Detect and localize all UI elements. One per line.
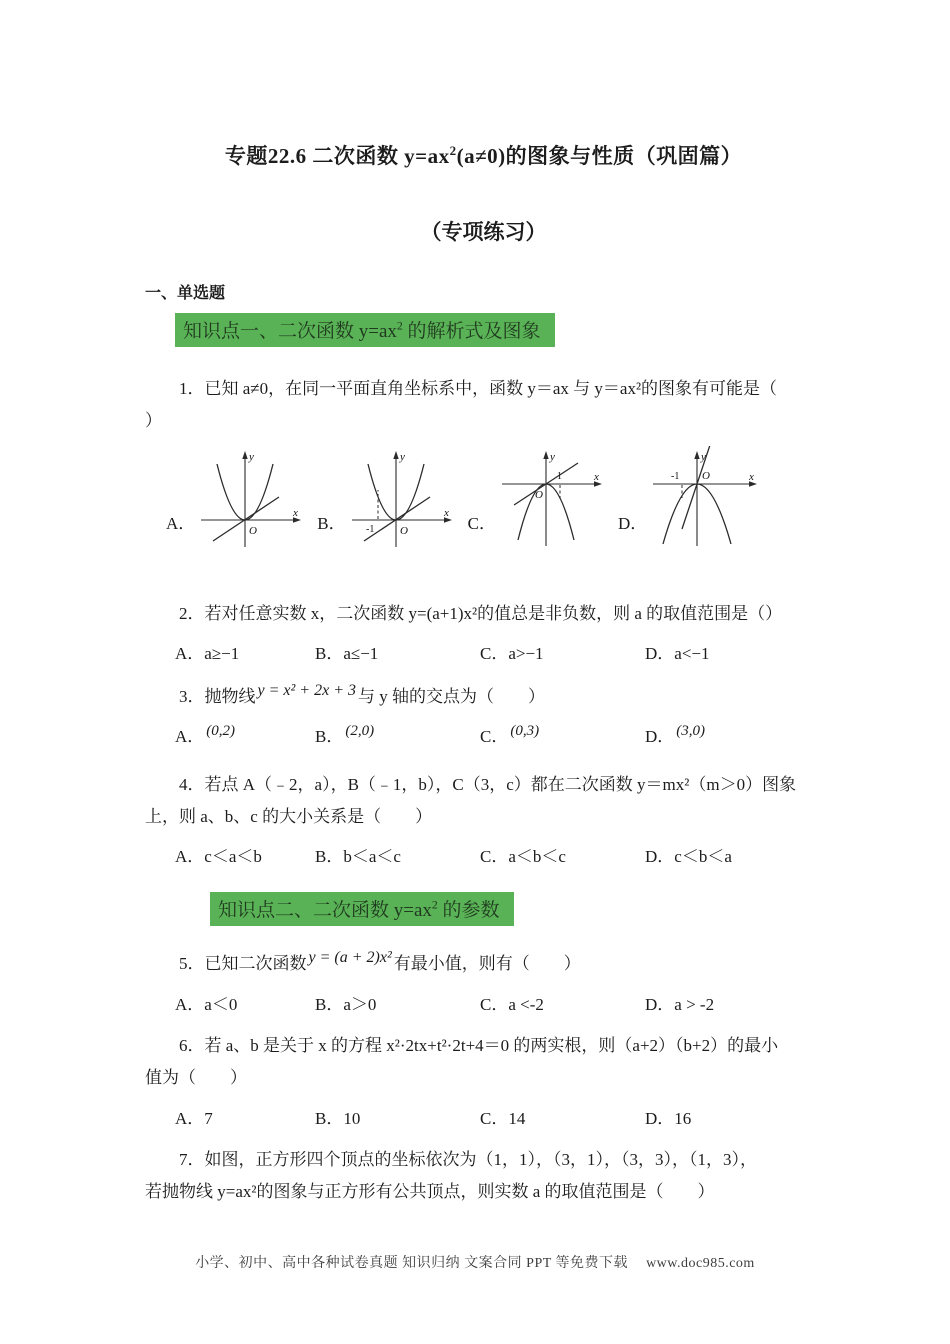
page-subtitle: （专项练习） [420,220,547,244]
question-5-options [145,991,822,1018]
kp2-text: 知识点二、二次函数 y=ax [218,900,432,922]
graph-d [649,446,761,550]
q6-option-d: D．16 [645,1108,692,1128]
q4-option-b: B．b＜a＜c [315,847,401,867]
question-1-graph-options [160,446,822,550]
graph-c-origin-label: O [534,488,543,501]
graph-b [348,446,456,550]
title-text: 专题22.6 二次函数 y=ax [224,144,450,168]
kp1-superscript: 2 [396,319,403,333]
graph-d-x-label: x [749,470,755,483]
question-6-options [145,1105,822,1132]
q3-option-c-label: C． [480,727,509,747]
q5-option-b: B．a＞0 [315,994,377,1014]
question-1-text-close: ） [145,411,162,431]
q3-option-c [480,723,645,750]
q5-option-c: C．a <-2 [480,994,544,1014]
q6-option-c: C．14 [480,1108,526,1128]
kp1-text-tail: 的解析式及图象 [402,321,541,342]
question-2-text: 2．若对任意实数 x，二次函数 y=(a+1)x²的值总是非负数，则 a 的取值范围是（） [179,603,783,623]
q5-option-a: A．a＜0 [175,994,238,1014]
q3-option-b-value: (2,0) [345,723,375,740]
graph-a-y-label: y [249,450,255,463]
q3-option-c-value: (0,3) [510,723,540,740]
graph-c-x-label: x [593,470,599,483]
graph-a [197,446,305,550]
knowledge-point-2-row [145,892,822,926]
question-4-text-line1: 4．若点 A（﹣2，a），B（﹣1，b），C（3，c）都在二次函数 y＝mx²（m＞0）图象 [179,774,797,794]
knowledge-point-1-highlight [175,313,555,347]
graph-b-origin-label: O [399,524,408,537]
question-5-text [145,948,822,980]
q4-option-a: A．c＜a＜b [175,847,262,867]
graph-b-x-label: x [443,506,449,519]
q2-option-b: B．a≤−1 [315,643,379,663]
graph-d-origin-label: O [702,469,711,482]
q3-formula: y = x² + 2x + 3 [257,682,356,700]
option-label-c: C． [467,513,496,533]
section-heading: 一、单选题 [145,285,226,302]
kp2-text-tail: 的参数 [437,900,500,922]
question-3-options [145,723,822,750]
question-6-text-line1: 6．若 a、b 是关于 x 的方程 x²·2tx+t²·2t+4＝0 的两实根，则（a+2）（b+2）的最小 [179,1036,779,1056]
q3-option-a-label: A． [175,727,205,747]
question-3-text [145,681,822,713]
question-2-options [145,640,822,667]
q3-option-d-value: (3,0) [676,723,706,740]
q3-text-pre: 3．抛物线 [179,687,256,707]
q2-option-a: A．a≥−1 [175,643,240,663]
question-7-text-line1: 7．如图，正方形四个顶点的坐标依次为（1，1），（3，1），（3，3），（1，3）， [179,1149,757,1169]
q2-option-d: D．a<−1 [645,643,710,663]
kp2-superscript: 2 [431,899,438,913]
graph-b-neg1-label: -1 [365,523,374,535]
q3-option-b [315,723,480,750]
knowledge-point-1-row [145,313,822,347]
title-text-tail: (a≠0)的图象与性质（巩固篇） [456,144,743,168]
q3-option-a [175,723,315,750]
graph-a-origin-label: O [249,524,258,537]
q5-text-post: 有最小值，则有（ ） [393,954,581,974]
option-label-b: B． [317,513,346,533]
graph-c [498,446,606,550]
q5-option-d: D．a > -2 [645,994,715,1014]
q6-option-b: B．10 [315,1108,361,1128]
q3-option-a-value: (0,2) [206,723,236,740]
title-superscript: 2 [449,143,457,158]
graph-option-d [612,446,761,550]
page-footer [0,1252,950,1272]
graph-d-neg1-label: -1 [671,470,680,482]
graph-option-a [160,446,305,550]
graph-a-x-label: x [293,506,299,519]
graph-b-y-label: y [399,450,405,463]
graph-d-y-label: y [701,450,707,463]
q4-option-c: C．a＜b＜c [480,847,566,867]
graph-c-y-label: y [549,450,555,463]
option-label-d: D． [617,513,648,533]
page-title [145,140,822,170]
graph-c-pos1-label: 1 [556,470,562,482]
question-1-text: 1．已知 a≠0，在同一平面直角坐标系中，函数 y＝ax 与 y＝ax²的图象有可能是（ [179,379,778,398]
question-7-text-line2: 若抛物线 y=ax²的图象与正方形有公共顶点，则实数 a 的取值范围是（ ） [145,1182,715,1202]
footer-link[interactable]: www.doc985.com [646,1256,755,1271]
kp1-text: 知识点一、二次函数 y=ax [183,321,397,342]
q3-option-b-label: B． [315,727,344,747]
q3-option-d-label: D． [645,727,675,747]
q2-option-c: C．a>−1 [480,643,544,663]
question-4-options [145,843,822,870]
option-label-a: A． [166,513,196,533]
question-4-text-line2: 上，则 a、b、c 的大小关系是（ ） [145,806,433,826]
knowledge-point-2-highlight [210,892,514,926]
q4-option-d: D．c＜b＜a [645,847,732,867]
q3-option-d [645,723,822,750]
q5-formula: y = (a + 2)x² [308,949,392,967]
q3-text-post: 与 y 轴的交点为（ ） [358,687,545,707]
graph-option-b [311,446,455,550]
footer-text: 小学、初中、高中各种试卷真题 知识归纳 文案合同 PPT 等免费下载 [195,1256,629,1271]
graph-option-c [462,446,606,550]
q6-option-a: A．7 [175,1108,213,1128]
q5-text-pre: 5．已知二次函数 [179,954,307,974]
question-6-text-line2: 值为（ ） [145,1068,247,1088]
